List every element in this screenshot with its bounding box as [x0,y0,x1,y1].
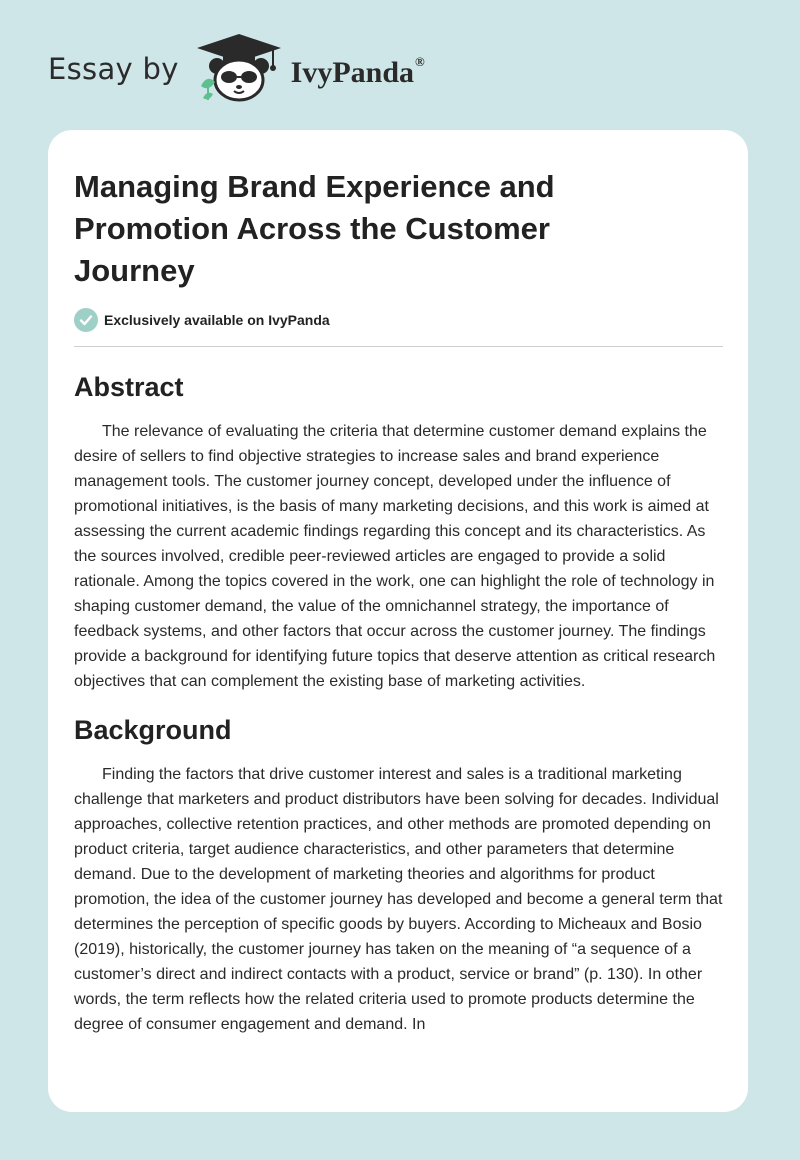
section-heading-abstract: Abstract [74,372,184,402]
check-icon [74,308,98,332]
page-title: Managing Brand Experience and Promotion Across the Customer Journey [74,169,555,288]
site-header [48,36,425,106]
divider [74,346,723,347]
registered-mark: ® [415,54,425,69]
essay-by-label: Essay by [48,52,179,86]
brand-name[interactable]: IvyPanda® [290,54,425,89]
background-paragraph: Finding the factors that drive customer interest and sales is a traditional marketing challenge that marketers and product distributors have been solving for decades. Individual approaches, collective retention practices, and other methods are promoted depending on product criteria, target audience characteristics, and other parameters that determine demand. Due to the development of marketing theories and algorithms for product promotion, the idea of the customer journey has developed and become a general term that determines the perception of specific goods by buyers. According to Micheaux and Bosio (2019), historically, the customer journey has taken on the meaning of “a sequence of a customer’s direct and indirect contacts with a product, service or brand” (p. 130). In other words, the term reflects how the related criteria used to promote products determine the degree of consumer engagement and demand. In [74,766,723,1033]
panda-logo-icon[interactable] [193,32,285,104]
exclusive-label: Exclusively available on IvyPanda [104,312,330,328]
section-heading-background: Background [74,715,232,745]
essay-card [48,130,748,1112]
abstract-paragraph: The relevance of evaluating the criteria that determine customer demand explains the desire of sellers to find objective strategies to increase sales and brand experience management tools. The customer journey concept, developed under the influence of promotional initiatives, is the basis of many marketing decisions, and this work is aimed at assessing the current academic findings regarding this concept and its characteristics. As the sources involved, credible peer-reviewed articles are engaged to provide a solid rationale. Among the topics covered in the work, one can highlight the role of technology in shaping customer demand, the value of the omnichannel strategy, the importance of feedback systems, and other factors that occur across the customer journey. The findings provide a background for identifying future topics that deserve attention as critical research objectives that can complement the existing base of marketing activities. [74,423,716,690]
exclusive-badge [74,308,722,332]
